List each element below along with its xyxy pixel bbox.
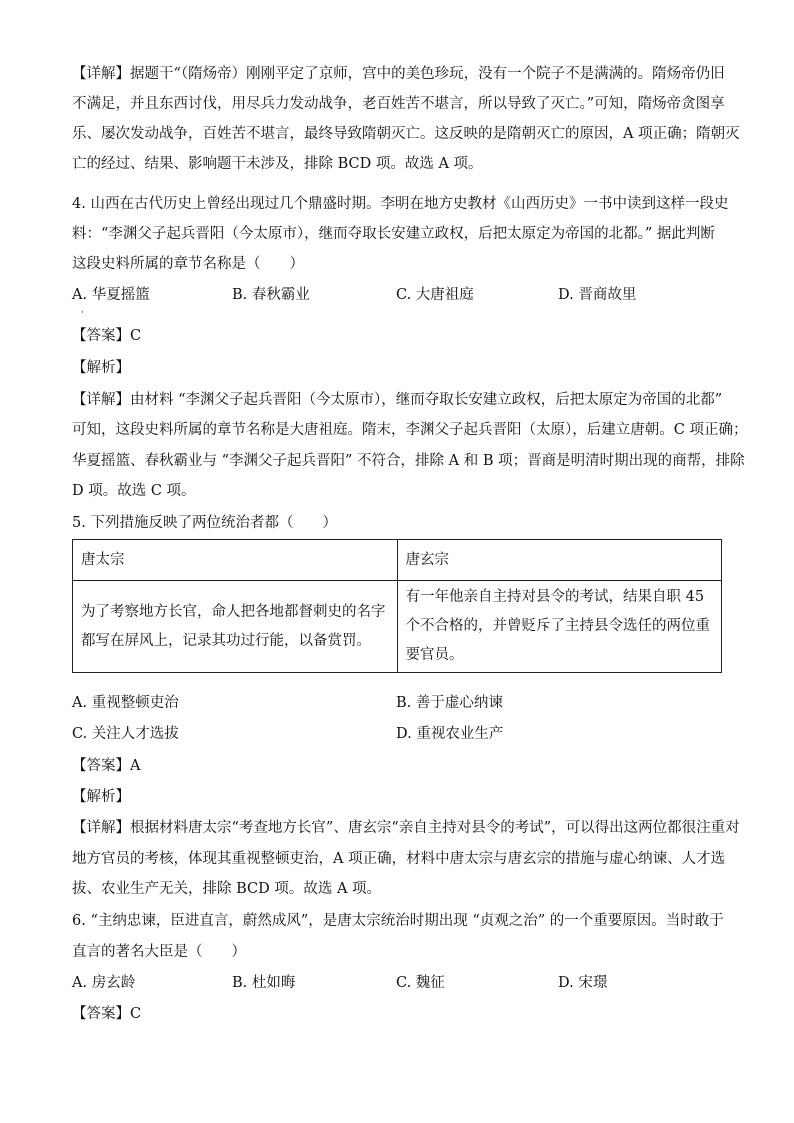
- table-row: [73, 581, 722, 673]
- q6-stem-line: 直言的著名大臣是（ ）: [72, 944, 246, 960]
- q6-stem-line: 6. “主纳忠谏，臣进直言，蔚然成风”，是唐太宗统治时期出现 “贞观之治” 的一个重要原因。当时敢于: [72, 913, 724, 929]
- q5-option-a[interactable]: A. 重视整顿吏治: [72, 695, 179, 711]
- table-header-taizong: 唐太宗: [73, 540, 398, 581]
- q4-stem-line: 这段史料所属的章节名称是（ ）: [72, 256, 304, 272]
- table-header-xuanzong: 唐玄宗: [397, 540, 722, 581]
- q6-option-b[interactable]: B. 杜如晦: [232, 975, 296, 991]
- q4-option-b[interactable]: B. 春秋霸业: [232, 287, 310, 303]
- q6-options: [72, 973, 722, 995]
- q5-options-row1: [72, 693, 722, 715]
- q3-explain-line: 不满足，并且东西讨伐，用尽兵力发动战争，老百姓苦不堪言，所以导致了灭亡。”可知，隋炀帝贪图享: [72, 96, 725, 112]
- q4-stem-line: 4. 山西在古代历史上曾经出现过几个鼎盛时期。李明在地方史教材《山西历史》一书中读到这样一段史: [72, 196, 729, 212]
- table-cell-taizong: 为了考察地方长官，命人把各地都督刺史的名字都写在屏风上，记录其功过行能，以备赏罚。: [73, 581, 398, 673]
- table-header-row: [73, 540, 722, 581]
- q5-option-c[interactable]: C. 关注人才选拔: [72, 726, 179, 742]
- q4-explain-line: D 项。故选 C 项。: [72, 483, 196, 499]
- q4-explain-line: 【详解】由材料 “李渊父子起兵晋阳（今太原市），继而夺取长安建立政权，后把太原定为帝国的北都”: [72, 392, 723, 408]
- q4-analysis-heading: 【解析】: [72, 360, 130, 376]
- q6-option-c[interactable]: C. 魏征: [396, 975, 445, 991]
- q4-explain-line: 可知，这段史料所属的章节名称是大唐祖庭。隋末，李渊父子起兵晋阳（太原），后建立唐朝。C 项正确；: [72, 422, 748, 438]
- q5-comparison-table: [72, 539, 722, 673]
- q6-answer: 【答案】C: [72, 1006, 142, 1022]
- q5-options-row2: [72, 724, 722, 746]
- q3-explain-line: 【详解】据题干“（隋炀帝）刚刚平定了京师，宫中的美色珍玩，没有一个院子不是满满的。隋炀帝仍旧: [72, 66, 725, 82]
- q5-option-b[interactable]: B. 善于虚心纳谏: [396, 695, 503, 711]
- q5-explain-line: 地方官员的考核，体现其重视整顿吏治，A 项正确，材料中唐太宗与唐玄宗的措施与虚心纳谏、人才选: [72, 851, 726, 867]
- q5-answer: 【答案】A: [72, 758, 141, 774]
- q5-explain-line: 【详解】根据材料唐太宗“考查地方长官”、唐玄宗“亲自主持对县令的考试”，可以得出这两位都很注重对: [72, 820, 740, 836]
- q4-explain-line: 华夏摇篮、春秋霸业与 “李渊父子起兵晋阳” 不符合，排除 A 和 B 项；晋商是明清时期出现的商帮，排除: [72, 453, 745, 469]
- q5-explain-line: 拔、农业生产无关，排除 BCD 项。故选 A 项。: [72, 881, 382, 897]
- q6-option-d[interactable]: D. 宋璟: [558, 975, 608, 991]
- q4-answer: 【答案】C: [72, 328, 142, 344]
- q4-option-a[interactable]: A. 华夏摇篮: [72, 287, 150, 303]
- q5-option-d[interactable]: D. 重视农业生产: [396, 726, 504, 742]
- q6-option-a[interactable]: A. 房玄龄: [72, 975, 136, 991]
- q4-option-d[interactable]: D. 晋商故里: [558, 287, 637, 303]
- q4-options: [72, 285, 722, 307]
- q4-option-c[interactable]: C. 大唐祖庭: [396, 287, 474, 303]
- q3-explain-line: 亡的经过、结果、影响题干未涉及，排除 BCD 项。故选 A 项。: [72, 156, 483, 172]
- q4-stem-line: 料：“李渊父子起兵晋阳（今太原市），继而夺取长安建立政权，后把太原定为帝国的北都。” 据此判断: [72, 226, 715, 242]
- q5-analysis-heading: 【解析】: [72, 789, 130, 805]
- q3-explain-line: 乐、屡次发动战争，百姓苦不堪言，最终导致隋朝灭亡。这反映的是隋朝灭亡的原因，A 项正确；隋朝灭: [72, 126, 740, 142]
- stray-dot: ·: [81, 308, 84, 318]
- table-cell-xuanzong: 有一年他亲自主持对县令的考试，结果自职 45 个不合格的，并曾贬斥了主持县令选任的两位重要官员。: [397, 581, 722, 673]
- q5-stem: 5. 下列措施反映了两位统治者都（ ）: [72, 515, 337, 531]
